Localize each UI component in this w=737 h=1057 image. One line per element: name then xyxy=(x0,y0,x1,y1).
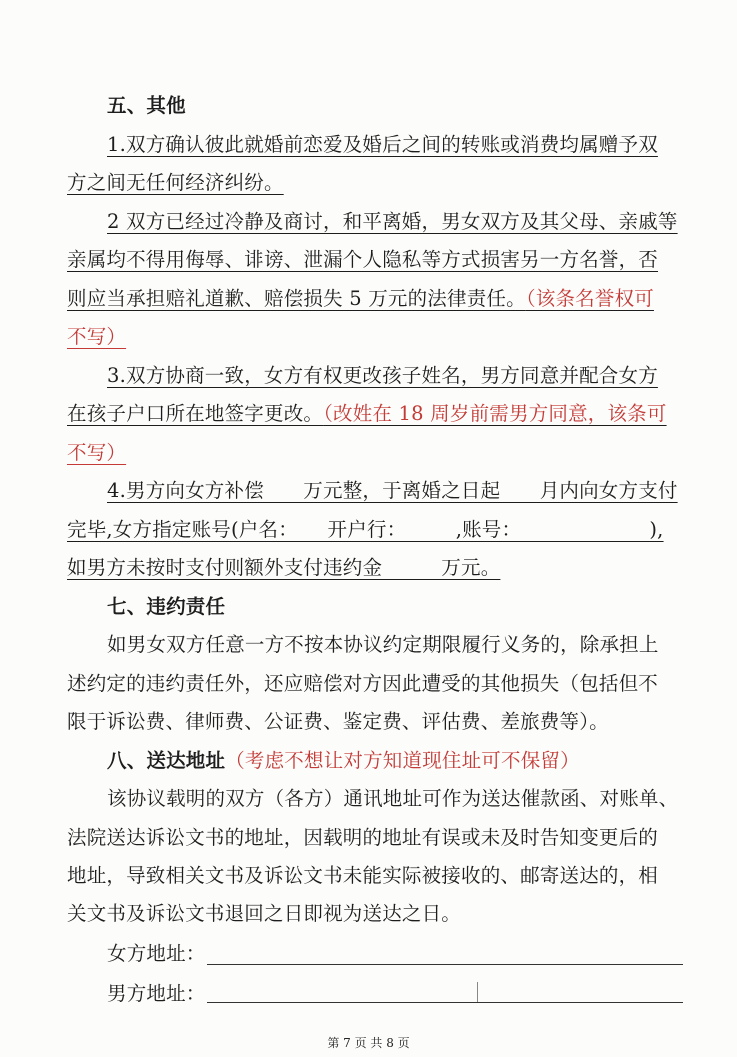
section8-heading-text: 八、送达地址 xyxy=(107,749,226,772)
item1-line1: 1.双方确认彼此就婚前恋爱及婚后之间的转账或消费均属赠予双 xyxy=(107,133,658,156)
section-heading-5: 五、其他 xyxy=(107,94,186,117)
item4-line3: 如男方未按时支付则额外支付违约金 万元。 xyxy=(67,556,501,579)
item2-note-b: 不写） xyxy=(67,325,127,348)
section7-line3: 限于诉讼费、律师费、公证费、鉴定费、评估费、差旅费等）。 xyxy=(67,710,609,733)
section7-line1: 如男女双方任意一方不按本协议约定期限履行义务的，除承担上 xyxy=(107,633,659,656)
item2-line2: 亲属均不得用侮辱、诽谤、泄漏个人隐私等方式损害另一方名誉，否 xyxy=(67,248,659,271)
section8-line1: 该协议载明的双方（各方）通讯地址可作为送达催款函、对账单、 xyxy=(107,787,679,810)
field-divider xyxy=(477,982,478,1002)
item1-line2: 方之间无任何经济纠纷。 xyxy=(67,171,284,194)
section7-line2: 述约定的违约责任外，还应赔偿对方因此遭受的其他损失（包括但不 xyxy=(67,672,659,695)
section8-line2: 法院送达诉讼文书的地址，因载明的地址有误或未及时告知变更后的 xyxy=(67,826,659,849)
item3-line2 xyxy=(67,400,667,428)
page-footer: 第 7 页 共 8 页 xyxy=(327,1036,410,1050)
item2-line1: 2 双方已经过冷静及商讨，和平离婚，男女双方及其父母、亲戚等 xyxy=(107,210,678,233)
item2-line3-text: 则应当承担赔礼道歉、赔偿损失 5 万元的法律责任。 xyxy=(67,287,526,310)
item2-note-a: （该条名誉权可 xyxy=(525,287,654,310)
section8-line3: 地址，导致相关文书及诉讼文书未能实际被接收的、邮寄送达的，相 xyxy=(67,864,659,887)
item3-line2-text: 在孩子户口所在地签字更改。 xyxy=(67,402,324,425)
item3-note-a: （改姓在 18 周岁前需男方同意，该条可 xyxy=(323,402,667,425)
section8-line4: 关文书及诉讼文书退回之日即视为送达之日。 xyxy=(67,902,462,925)
section-heading-7: 七、违约责任 xyxy=(107,595,226,618)
item2-line3 xyxy=(67,285,654,313)
section-heading-8 xyxy=(107,747,580,775)
item4-line2: 完毕,女方指定账号(户名： 开户行： ,账号： ), xyxy=(67,518,664,541)
male-address-field[interactable] xyxy=(207,1002,683,1003)
item3-note-b: 不写） xyxy=(67,441,127,464)
section8-heading-note: （考虑不想让对方知道现住址可不保留） xyxy=(225,749,580,772)
female-address-label: 女方地址： xyxy=(107,942,206,965)
item4-line1: 4.男方向女方补偿 万元整，于离婚之日起 月内向女方支付 xyxy=(107,479,678,502)
female-address-field[interactable] xyxy=(207,964,683,965)
item3-line1: 3.双方协商一致，女方有权更改孩子姓名，男方同意并配合女方 xyxy=(107,364,658,387)
male-address-label: 男方地址： xyxy=(107,982,206,1005)
